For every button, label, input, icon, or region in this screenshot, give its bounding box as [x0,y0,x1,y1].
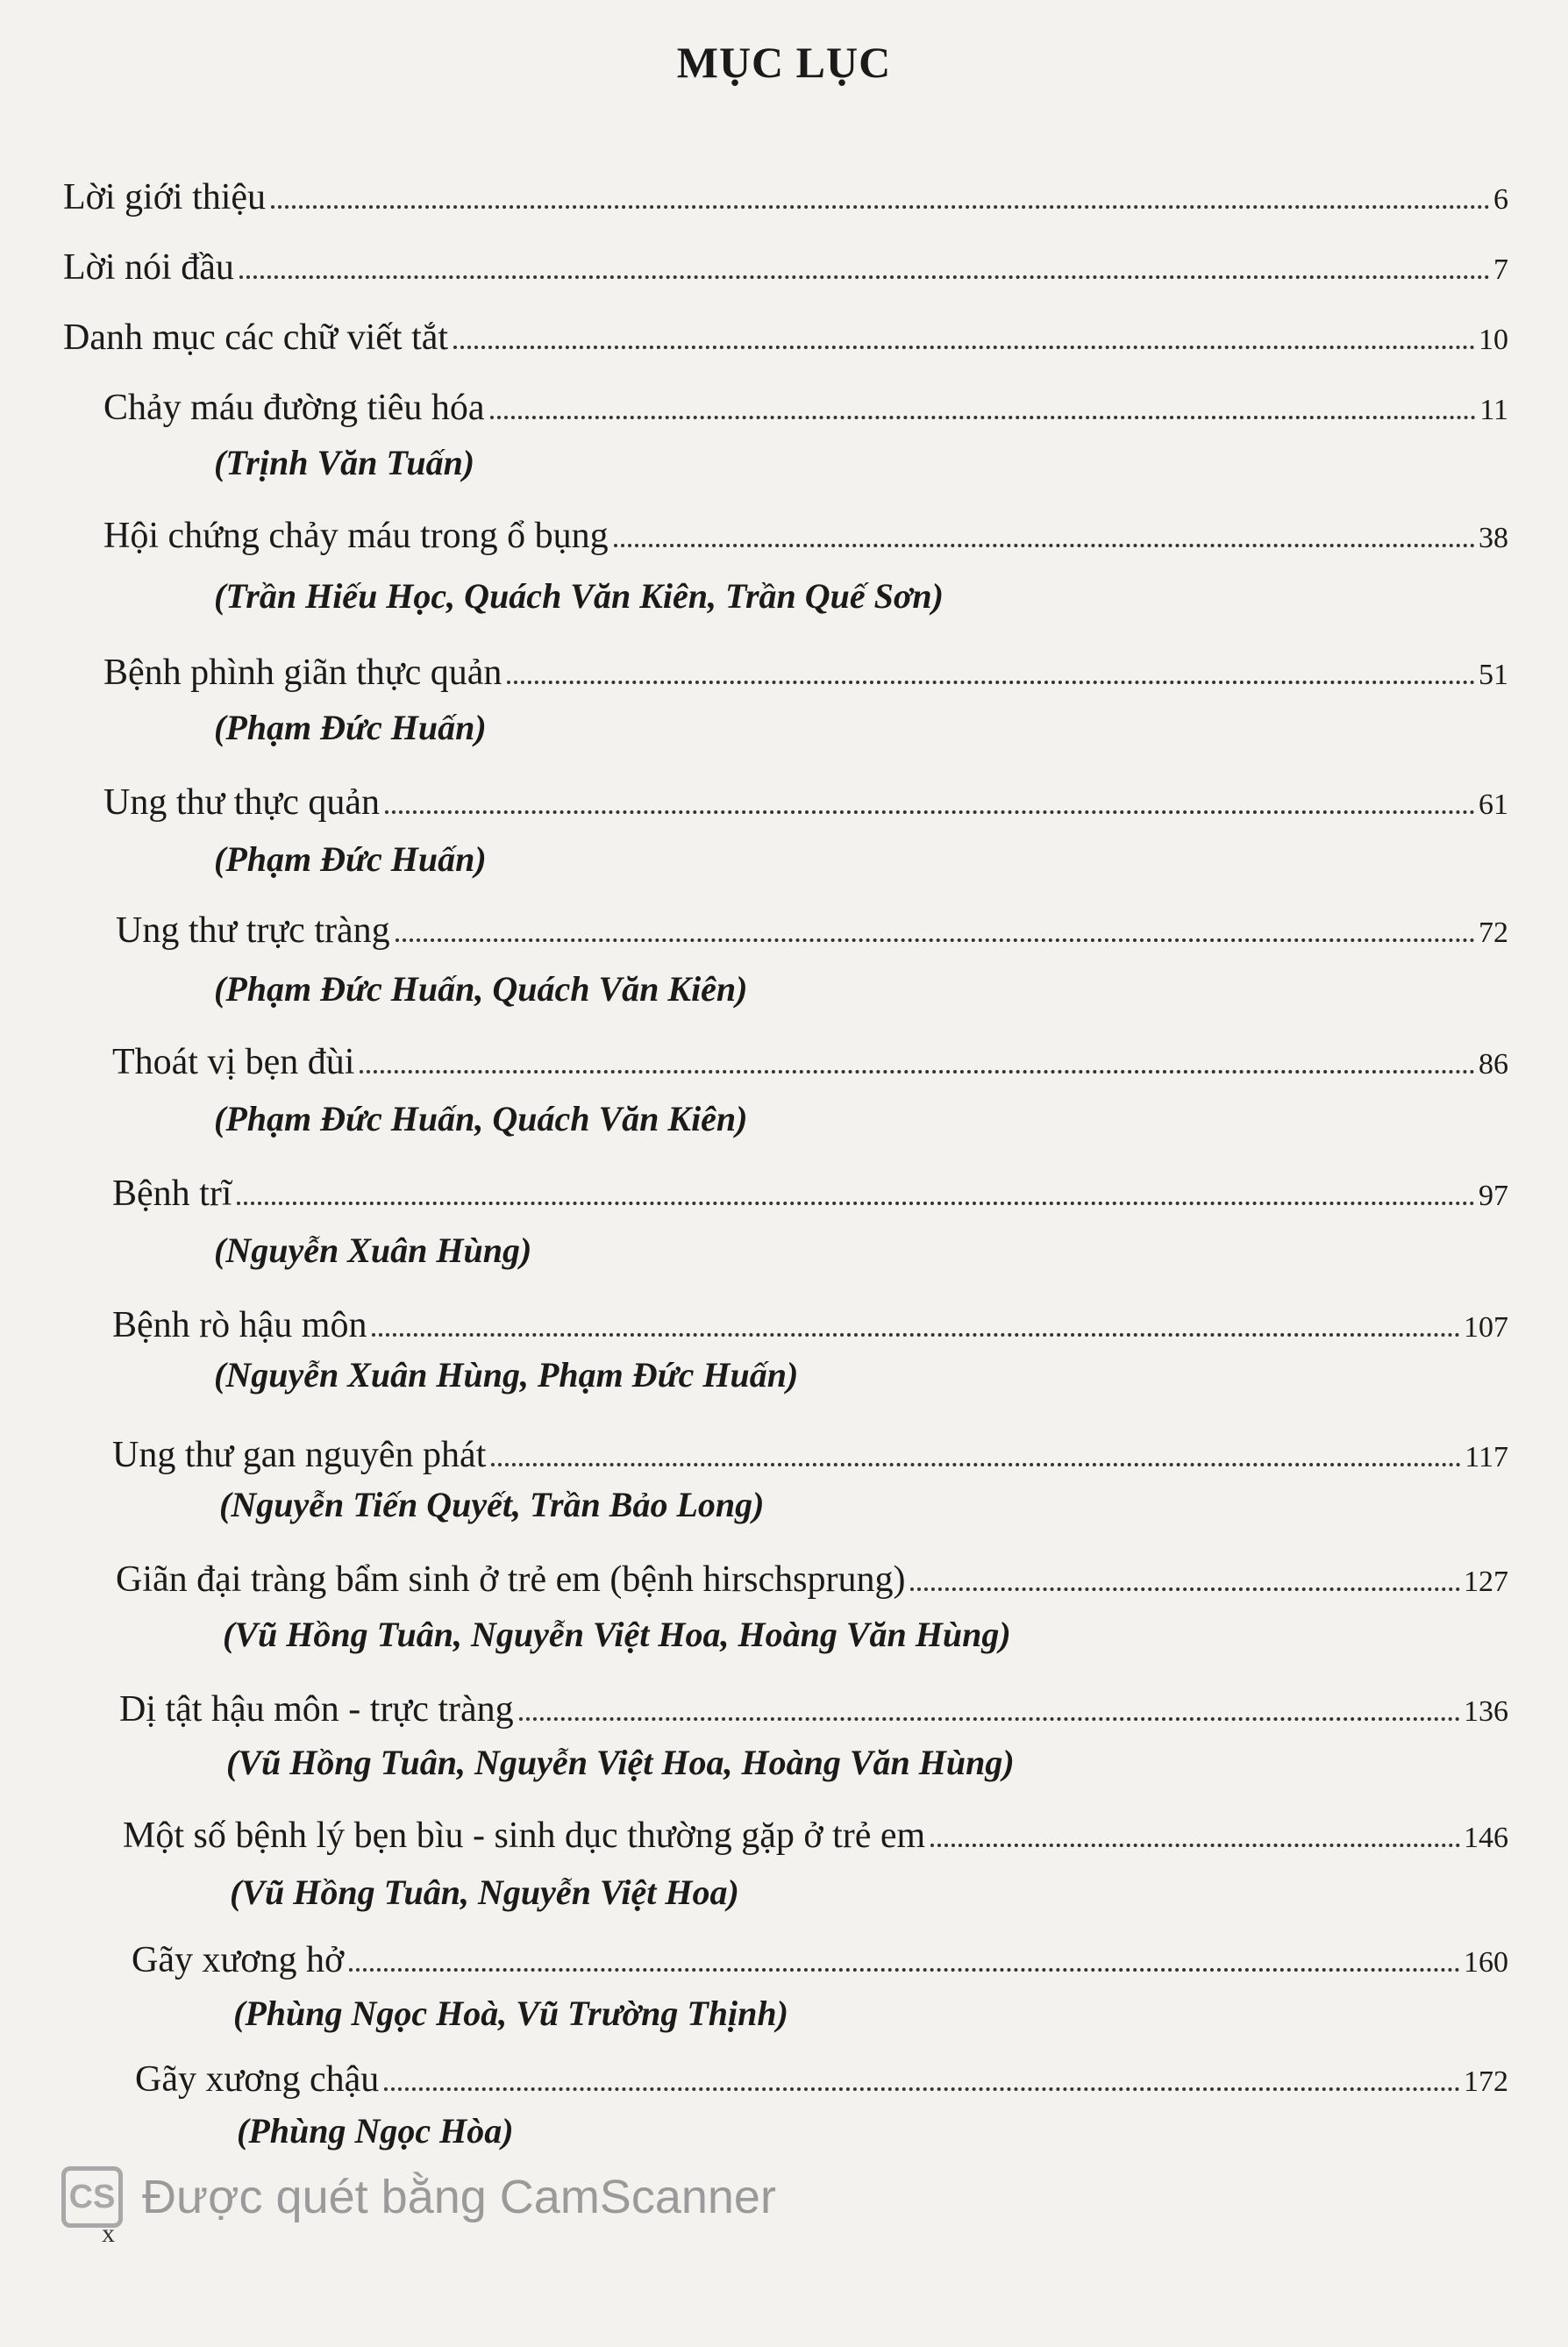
toc-entry [135,2058,1508,2101]
toc-entry [63,175,1508,219]
toc-entry [119,1687,1508,1731]
toc-entry-label: Bệnh phình giãn thực quản [103,653,502,693]
toc-entry-page: 72 [1479,917,1508,949]
toc-entry-author: (Nguyễn Xuân Hùng) [214,1231,532,1270]
toc-entry-author: (Phạm Đức Huấn, Quách Văn Kiên) [214,969,748,1009]
toc-entry-label: Gãy xương chậu [135,2059,380,2100]
toc-entry-label: Giãn đại tràng bẩm sinh ở trẻ em (bệnh hirschsprung) [116,1559,906,1600]
toc-entry-author: (Phạm Đức Huấn) [214,708,487,747]
toc-entry-author: (Trịnh Văn Tuấn) [214,443,475,482]
toc-entry-label: Hội chứng chảy máu trong ổ bụng [103,516,609,556]
toc-entry-label: Chảy máu đường tiêu hóa [103,388,485,428]
camscanner-logo-icon: CS [61,2166,123,2228]
toc-entry-author: (Phùng Ngọc Hoà, Vũ Trường Thịnh) [233,1994,788,2033]
toc-leader-dots [360,1070,1475,1074]
toc-leader-dots [349,1968,1460,1972]
toc-entry-author: (Phạm Đức Huấn, Quách Văn Kiên) [214,1099,748,1138]
toc-entry [132,1938,1508,1982]
toc-leader-dots [453,346,1475,349]
toc-entry-author: (Trần Hiếu Học, Quách Văn Kiên, Trần Quế Sơn) [214,576,944,616]
toc-entry-page: 127 [1464,1566,1508,1598]
toc-entry-page: 86 [1479,1048,1508,1081]
toc-entry-page: 107 [1464,1311,1508,1344]
toc-leader-dots [239,275,1490,279]
toc-entry-page: 160 [1464,1946,1508,1979]
toc-entry-label: Lời giới thiệu [63,177,267,218]
toc-entry [103,386,1508,430]
toc-entry [103,514,1508,558]
toc-leader-dots [491,1463,1461,1466]
toc-entry-page: 146 [1464,1822,1508,1854]
toc-entry-label: Ung thư thực quản [103,782,380,823]
toc-leader-dots [930,1844,1460,1847]
toc-entry-page: 97 [1479,1180,1508,1212]
toc-entry-page: 6 [1493,183,1508,216]
toc-entry-author: (Vũ Hồng Tuân, Nguyễn Việt Hoa, Hoàng Văn Hùng) [223,1615,1011,1654]
toc-entry-page: 61 [1479,788,1508,821]
toc-entry-page: 136 [1464,1695,1508,1728]
toc-leader-dots [910,1587,1460,1591]
toc-entry [116,909,1508,952]
toc-entry-page: 38 [1479,522,1508,554]
toc-entry-author: (Vũ Hồng Tuân, Nguyễn Việt Hoa, Hoàng Văn Hùng) [226,1743,1015,1782]
toc-entry [112,1040,1508,1084]
toc-entry-label: Thoát vị bẹn đùi [112,1042,355,1082]
toc-entry [116,1558,1508,1602]
toc-leader-dots [271,205,1490,209]
toc-entry-label: Một số bệnh lý bẹn bìu - sinh dục thường gặp ở trẻ em [123,1816,926,1856]
toc-entry-label: Lời nói đầu [63,247,234,288]
toc-entry-label: Danh mục các chữ viết tắt [63,317,449,358]
page-mark: x [102,2219,115,2248]
toc-entry-author: (Vũ Hồng Tuân, Nguyễn Việt Hoa) [230,1873,739,1912]
toc-entry-label: Gãy xương hở [132,1940,345,1980]
watermark-text: Được quét bằng CamScanner [142,2171,776,2223]
toc-entry [123,1814,1508,1858]
toc-leader-dots [237,1202,1475,1205]
toc-entry [63,316,1508,360]
toc-entry [103,651,1508,695]
toc-entry-author: (Phùng Ngọc Hòa) [237,2111,514,2151]
toc-entry-author: (Nguyễn Tiến Quyết, Trần Bảo Long) [219,1485,765,1524]
toc-entry-author: (Phạm Đức Huấn) [214,839,487,879]
toc-entry-label: Bệnh trĩ [112,1174,232,1214]
toc-entry-label: Ung thư trực tràng [116,910,390,951]
toc-leader-dots [519,1717,1460,1721]
toc-entry-label: Dị tật hậu môn - trực tràng [119,1689,514,1730]
toc-entry-page: 51 [1479,659,1508,691]
toc-entry-page: 117 [1465,1441,1508,1473]
toc-entry-author: (Nguyễn Xuân Hùng, Phạm Đức Huấn) [214,1355,799,1395]
toc-entry [112,1433,1508,1477]
toc-entry-label: Ung thư gan nguyên phát [112,1435,487,1475]
page-title: MỤC LỤC [676,38,892,87]
toc-leader-dots [372,1333,1460,1337]
toc-leader-dots [507,681,1475,684]
toc-entry [63,246,1508,289]
toc-entry-label: Bệnh rò hậu môn [112,1305,367,1345]
toc-leader-dots [490,416,1477,419]
toc-entry-page: 10 [1479,324,1508,356]
toc-leader-dots [384,2087,1460,2091]
toc-leader-dots [614,544,1475,547]
toc-entry [112,1303,1508,1347]
toc-entry [103,781,1508,824]
toc-leader-dots [396,938,1475,942]
toc-entry [112,1172,1508,1216]
camscanner-watermark [61,2166,776,2228]
toc-leader-dots [385,810,1475,814]
toc-entry-page: 7 [1493,253,1508,286]
toc-entry-page: 172 [1464,2065,1508,2098]
toc-entry-page: 11 [1479,394,1508,426]
